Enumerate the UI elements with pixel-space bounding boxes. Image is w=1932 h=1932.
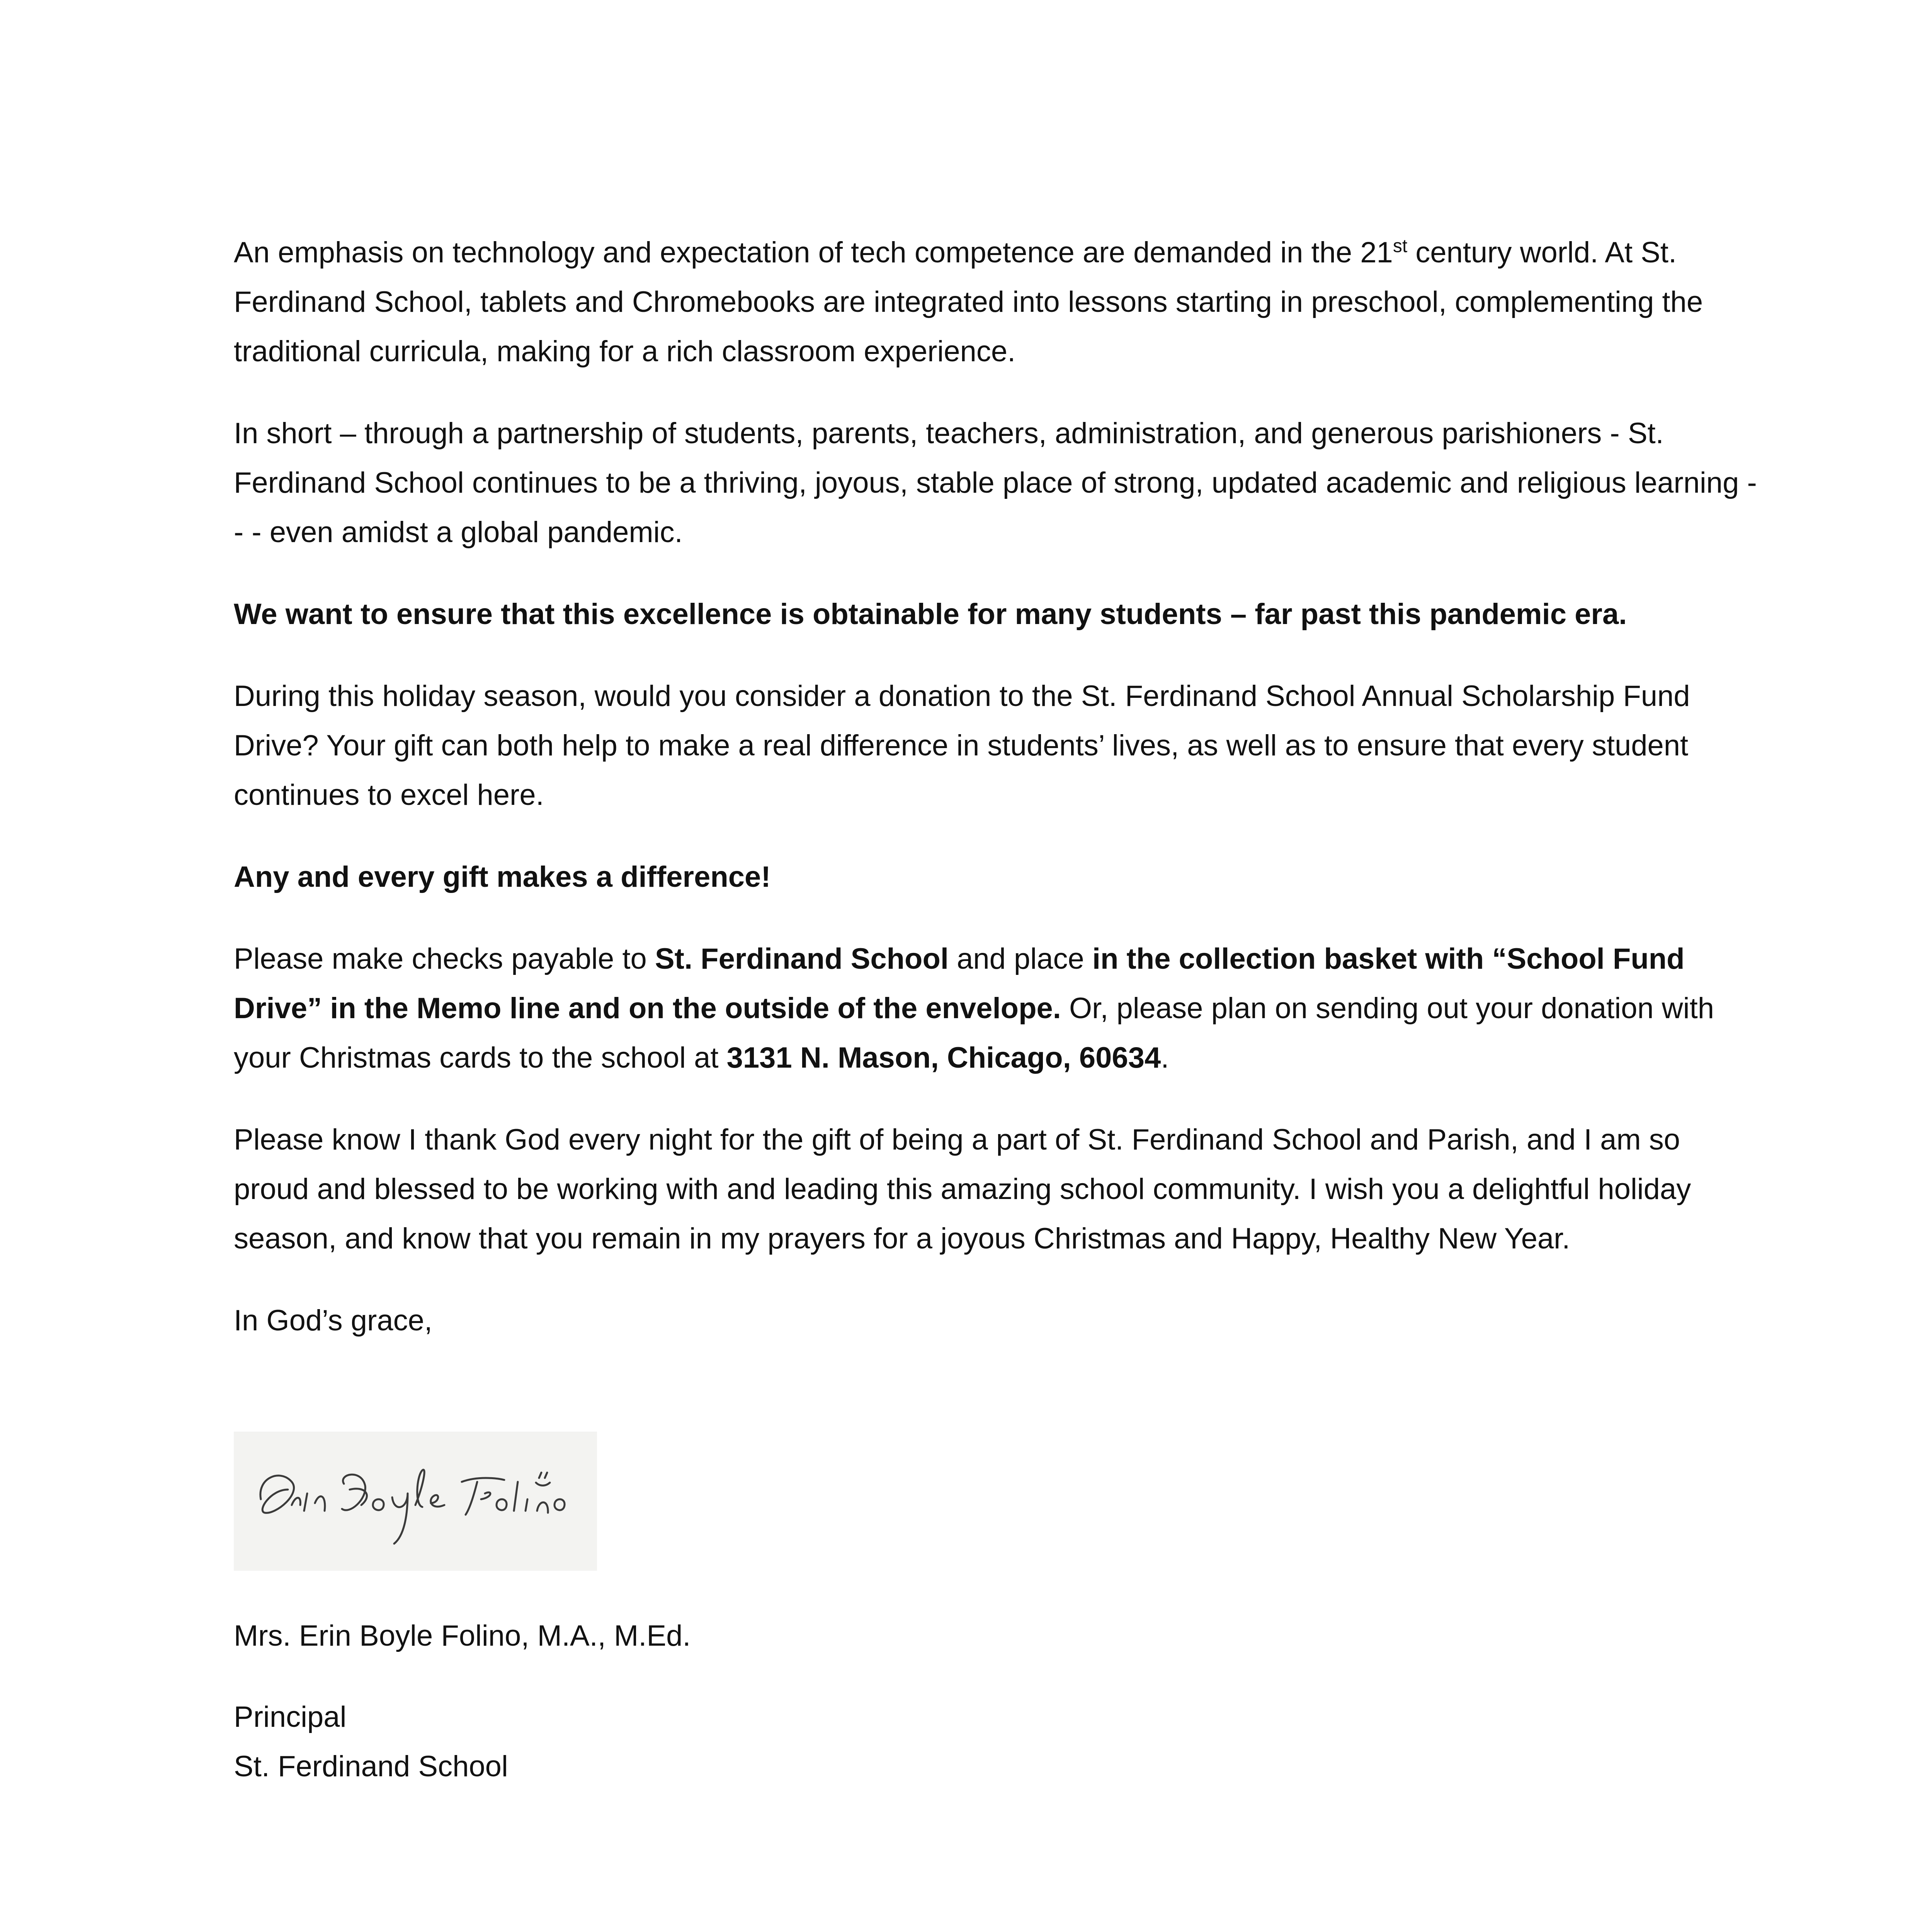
paragraph-payment-instructions: Please make checks payable to St. Ferdinand School and place in the collection basket with “School Fund Drive” in the Memo line and on the outside of the envelope. Or, please plan on sending out your donation with your Christmas cards to the school at 3131 N. Mason, Chicago, 60634. <box>234 942 1714 1074</box>
signer-organization: St. Ferdinand School <box>234 1750 508 1783</box>
signer-title-block <box>234 1692 508 1791</box>
paragraph-excellence: We want to ensure that this excellence is obtainable for many students – far past this pandemic era. <box>234 598 1627 631</box>
letter-body <box>234 228 1760 1378</box>
paragraph-technology: An emphasis on technology and expectation of tech competence are demanded in the 21st century world. At St. Ferdinand School, tablets and Chromebooks are integrated into lessons starting in preschool, complementing the traditional curricula, making for a rich classroom experience. <box>234 236 1703 368</box>
closing-line: In God’s grace, <box>234 1304 433 1337</box>
signature-image <box>234 1432 597 1571</box>
paragraph-thanks: Please know I thank God every night for the gift of being a part of St. Ferdinand School and Parish, and I am so proud and blessed to be working with and leading this amazing school community. I wish you a delightful holiday season, and know that you remain in my prayers for a joyous Christmas and Happy, Healthy New Year. <box>234 1123 1691 1255</box>
signer-title: Principal <box>234 1701 347 1733</box>
signer-name: Mrs. Erin Boyle Folino, M.A., M.Ed. <box>234 1619 691 1652</box>
paragraph-partnership: In short – through a partnership of students, parents, teachers, administration, and generous parishioners - St. Ferdinand School continues to be a thriving, joyous, stable place of strong, updated academic and religious learning - - - even amidst a global pandemic. <box>234 417 1757 549</box>
paragraph-every-gift: Any and every gift makes a difference! <box>234 861 771 893</box>
paragraph-donation-request: During this holiday season, would you consider a donation to the St. Ferdinand School Annual Scholarship Fund Drive? Your gift can both help to make a real difference in students’ lives, as well as to ensure that every student continues to excel here. <box>234 680 1690 811</box>
